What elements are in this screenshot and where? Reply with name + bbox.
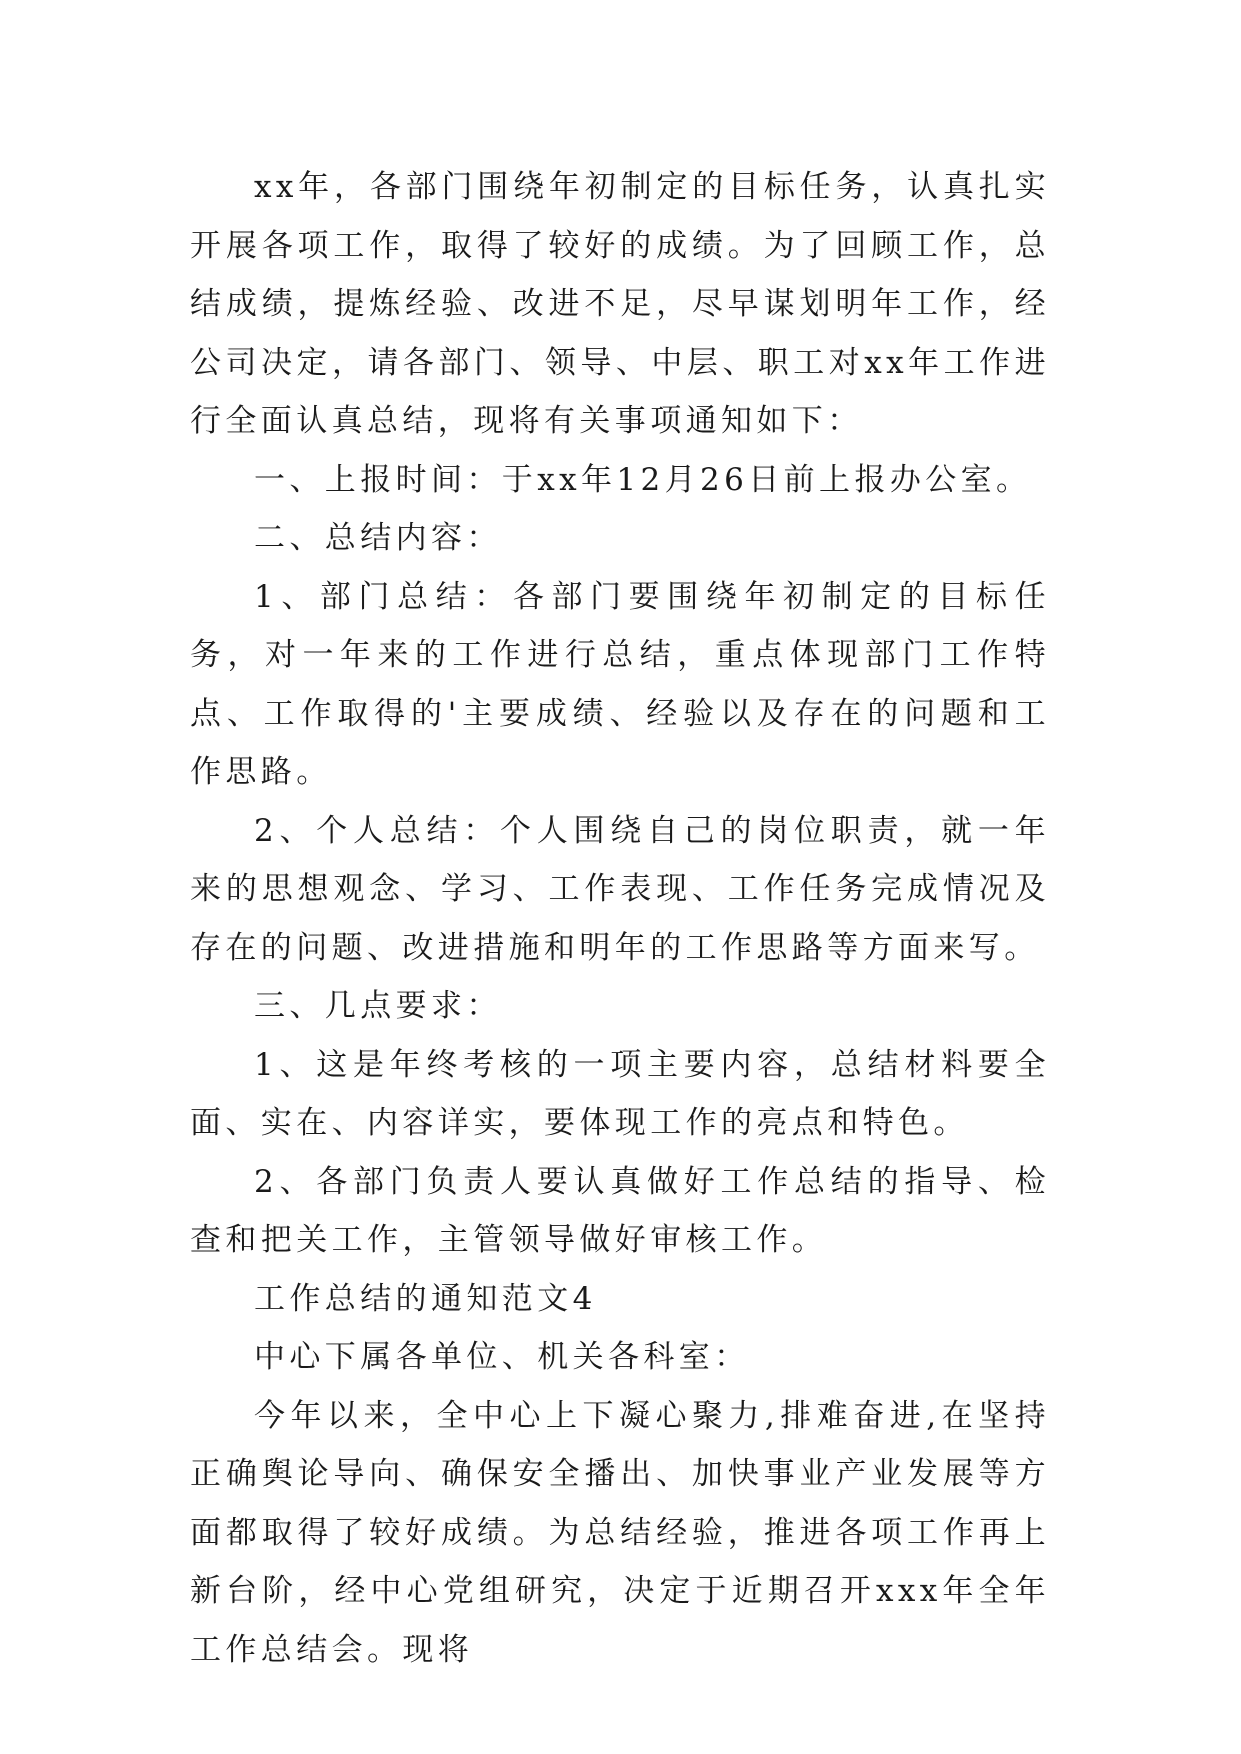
paragraph-intro: xx年，各部门围绕年初制定的目标任务，认真扎实开展各项工作，取得了较好的成绩。为了回顾工作，总结成绩，提炼经验、改进不足，尽早谋划明年工作，经公司决定，请各部门、领导、中层、职工对xx年工作进行全面认真总结，现将有关事项通知如下： <box>190 169 1050 439</box>
paragraph-personal-summary: 2、个人总结：个人围绕自己的岗位职责，就一年来的思想观念、学习、工作表现、工作任务完成情况及存在的问题、改进措施和明年的工作思路等方面来写。 <box>190 812 1050 966</box>
paragraph-closing: 今年以来，全中心上下凝心聚力,排难奋进,在坚持正确舆论导向、确保安全播出、加快事业产业发展等方面都取得了较好成绩。为总结经验，推进各项工作再上新台阶，经中心党组研究，决定于近期召开xxx年全年工作总结会。现将 <box>190 1397 1050 1668</box>
paragraph-requirement-1: 1、这是年终考核的一项主要内容，总结材料要全面、实在、内容详实，要体现工作的亮点和特色。 <box>190 1046 1050 1141</box>
paragraph-deadline: 一、上报时间：于xx年12月26日前上报办公室。 <box>254 461 1032 498</box>
section-title: 工作总结的通知范文4 <box>254 1280 597 1317</box>
heading-summary-content: 二、总结内容： <box>254 520 502 556</box>
paragraph-requirement-2: 2、各部门负责人要认真做好工作总结的指导、检查和把关工作，主管领导做好审核工作。 <box>190 1163 1050 1258</box>
heading-requirements: 三、几点要求： <box>254 988 502 1024</box>
addressee-line: 中心下属各单位、机关各科室： <box>254 1339 750 1375</box>
document-body <box>190 158 1050 1679</box>
paragraph-department-summary: 1、部门总结：各部门要围绕年初制定的目标任务，对一年来的工作进行总结，重点体现部门工作特点、工作取得的'主要成绩、经验以及存在的问题和工作思路。 <box>190 578 1050 790</box>
